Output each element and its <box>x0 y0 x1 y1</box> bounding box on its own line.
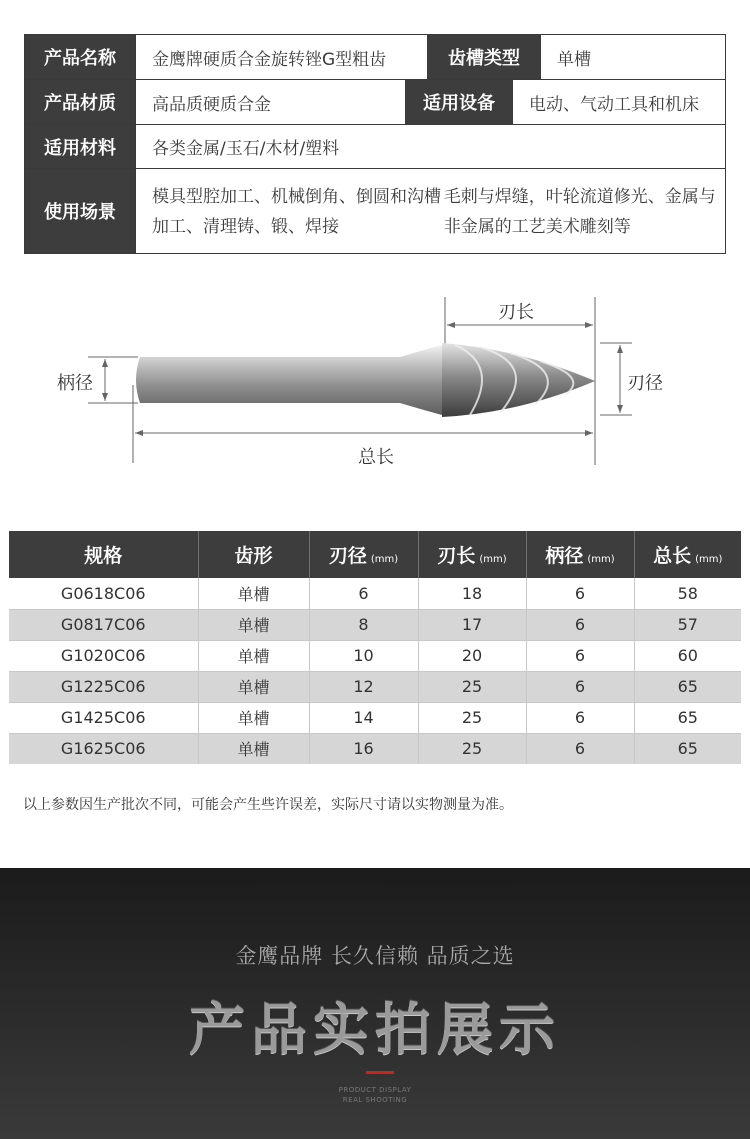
cell-total-length: 58 <box>634 578 741 609</box>
col-header-tooth: 齿形 <box>198 531 309 578</box>
cell-spec: G0817C06 <box>9 609 198 640</box>
product-diagram <box>0 285 750 485</box>
material-label: 产品材质 <box>25 80 135 124</box>
usage-line-1: 模具型腔加工、机械倒角、倒圆和沟槽加工、清理铸、锻、焊接 <box>152 187 441 237</box>
applicable-label: 适用材料 <box>25 125 135 168</box>
cell-tooth: 单槽 <box>198 702 309 733</box>
col-header-blade-length: 刃长 (mm) <box>418 531 526 578</box>
cell-spec: G0618C06 <box>9 578 198 609</box>
showcase-banner <box>0 868 750 1139</box>
product-name-value: 金鹰牌硬质合金旋转锉G型粗齿 <box>135 35 427 79</box>
cell-blade-diameter: 8 <box>309 609 418 640</box>
cell-spec: G1225C06 <box>9 671 198 702</box>
cell-tooth: 单槽 <box>198 671 309 702</box>
spec-row-material <box>25 80 725 125</box>
spec-row-applicable <box>25 125 725 169</box>
cell-blade-diameter: 6 <box>309 578 418 609</box>
cell-shank-diameter: 6 <box>526 702 634 733</box>
cell-shank-diameter: 6 <box>526 640 634 671</box>
cell-blade-length: 17 <box>418 609 526 640</box>
sizes-header-row <box>9 531 741 578</box>
cell-spec: G1425C06 <box>9 702 198 733</box>
cell-blade-length: 18 <box>418 578 526 609</box>
spec-row-name <box>25 35 725 80</box>
table-row <box>9 702 741 733</box>
cell-spec: G1625C06 <box>9 733 198 764</box>
col-header-shank-diameter: 柄径 (mm) <box>526 531 634 578</box>
brand-tagline: 金鹰品牌 长久信赖 品质之选 <box>235 944 515 968</box>
accent-bar <box>366 1071 394 1074</box>
cell-tooth: 单槽 <box>198 733 309 764</box>
cell-tooth: 单槽 <box>198 578 309 609</box>
blade-diameter-label: 刃径 <box>627 373 663 394</box>
cell-total-length: 57 <box>634 609 741 640</box>
cell-total-length: 60 <box>634 640 741 671</box>
col-header-total-length: 总长 (mm) <box>634 531 741 578</box>
cell-tooth: 单槽 <box>198 609 309 640</box>
banner-subtitle-1: PRODUCT DISPLAY <box>338 1086 412 1094</box>
table-row <box>9 733 741 764</box>
disclaimer-note: 以上参数因生产批次不同，可能会产生些许误差，实际尺寸请以实物测量为准。 <box>23 797 513 813</box>
table-row <box>9 578 741 609</box>
banner-title: 产品实拍展示 <box>189 998 561 1063</box>
table-row <box>9 640 741 671</box>
cell-total-length: 65 <box>634 702 741 733</box>
cell-blade-length: 25 <box>418 733 526 764</box>
product-name-label: 产品名称 <box>25 35 135 79</box>
cell-shank-diameter: 6 <box>526 578 634 609</box>
cell-blade-diameter: 16 <box>309 733 418 764</box>
applicable-value: 各类金属/玉石/木材/塑料 <box>135 125 725 168</box>
cell-blade-diameter: 10 <box>309 640 418 671</box>
cell-blade-length: 20 <box>418 640 526 671</box>
usage-value <box>135 169 725 253</box>
equipment-label: 适用设备 <box>405 80 512 124</box>
table-row <box>9 609 741 640</box>
banner-subtitle-2: REAL SHOOTING <box>342 1096 408 1104</box>
cell-shank-diameter: 6 <box>526 671 634 702</box>
spec-row-usage <box>25 169 725 253</box>
shank-diameter-label: 柄径 <box>57 373 93 394</box>
usage-line-2: 毛刺与焊缝，叶轮流道修光、金属与非金属的工艺美术雕刻等 <box>443 187 716 237</box>
col-header-blade-diameter: 刃径 (mm) <box>309 531 418 578</box>
cell-shank-diameter: 6 <box>526 733 634 764</box>
col-header-spec: 规格 <box>9 531 198 578</box>
tooth-type-value: 单槽 <box>540 35 725 79</box>
table-row <box>9 671 741 702</box>
cell-blade-diameter: 12 <box>309 671 418 702</box>
blade-length-label: 刃长 <box>498 302 534 323</box>
cell-total-length: 65 <box>634 733 741 764</box>
tooth-type-label: 齿槽类型 <box>427 35 540 79</box>
usage-label: 使用场景 <box>25 169 135 253</box>
cell-spec: G1020C06 <box>9 640 198 671</box>
spec-table <box>24 34 726 254</box>
cell-blade-diameter: 14 <box>309 702 418 733</box>
total-length-label: 总长 <box>358 447 394 468</box>
material-value: 高品质硬质合金 <box>135 80 405 124</box>
cell-tooth: 单槽 <box>198 640 309 671</box>
cell-blade-length: 25 <box>418 671 526 702</box>
cell-total-length: 65 <box>634 671 741 702</box>
sizes-table <box>9 531 741 764</box>
cell-blade-length: 25 <box>418 702 526 733</box>
equipment-value: 电动、气动工具和机床 <box>512 80 725 124</box>
cell-shank-diameter: 6 <box>526 609 634 640</box>
